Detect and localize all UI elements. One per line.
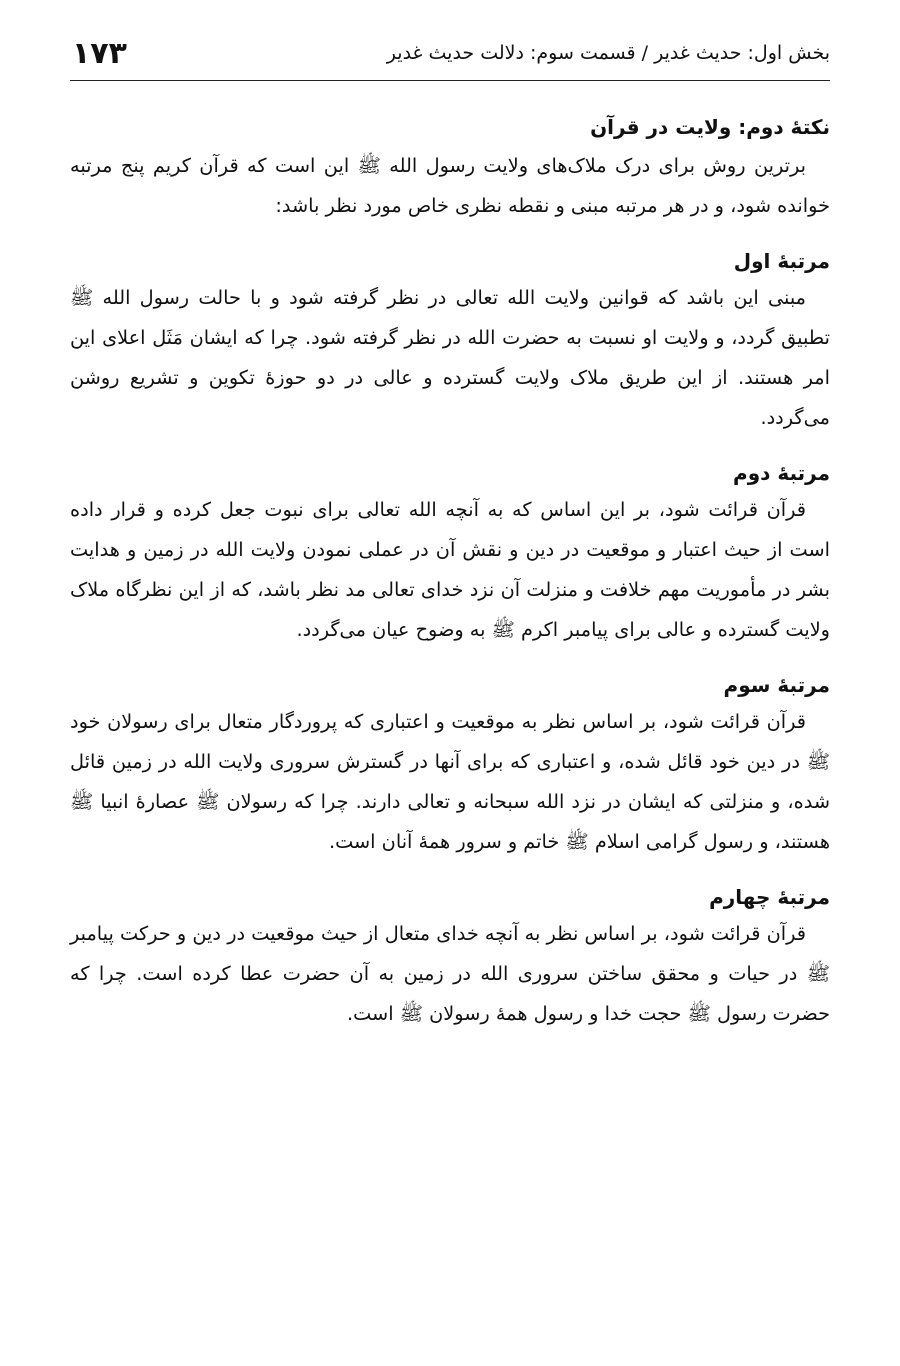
section-note-two — [70, 110, 830, 226]
section-paragraph: مبنی این باشد که قوانین ولایت الله تعالی در نظر گرفته شود و با حالت رسول الله ﷺ تطبیق گردد، و ولایت او نسبت به حضرت الله در نظر گرفته شود. چرا که ایشان مَثَل اعلای این امر هستند. از این طریق ملاک ولایت گسترده و عالی در دو حوزهٔ تکوین و تشریع روشن می‌گردد. — [70, 286, 830, 429]
section-level-four — [70, 880, 830, 1034]
page-body — [70, 110, 830, 1052]
section-heading: مرتبهٔ چهارم — [709, 885, 830, 909]
running-title: بخش اول: حدیث غدیر / قسمت سوم: دلالت حدیث غدیر — [386, 42, 830, 64]
section-heading: مرتبهٔ دوم — [733, 461, 830, 485]
section-heading: مرتبهٔ اول — [733, 249, 830, 273]
section-paragraph: برترین روش برای درک ملاک‌های ولایت رسول الله ﷺ این است که قرآن کریم پنج مرتبه خوانده شود، و در هر مرتبه مبنی و نقطه نظری خاص مورد نظر باشد: — [70, 154, 830, 217]
section-level-one — [70, 244, 830, 438]
section-paragraph: قرآن قرائت شود، بر اساس نظر به آنچه خدای متعال از حیث موقعیت در دین و حرکت پیامبر ﷺ در حیات و محقق ساختن سروری الله در زمین به آن حضرت عطا کرده است. چرا که حضرت رسول ﷺ حجت خدا و رسول همهٔ رسولان ﷺ است. — [70, 922, 830, 1025]
page-header — [70, 30, 830, 81]
section-paragraph: قرآن قرائت شود، بر این اساس که به آنچه الله تعالی برای نبوت جعل کرده و قرار داده است از حیث اعتبار و موقعیت در دین و نقش آن در عملی نمودن ولایت الله در زمین و هدایت بشر در مأموریت مهم خلافت و منزلت آن نزد خدای تعالی مد نظر باشد، که از این نظرگاه ملاک ولایت گسترده و عالی برای پیامبر اکرم ﷺ به وضوح عیان می‌گردد. — [70, 498, 830, 641]
section-paragraph: قرآن قرائت شود، بر اساس نظر به موقعیت و اعتباری که پروردگار متعال برای رسولان خود ﷺ در دین خود قائل شده، و اعتباری که برای آنها در گسترش سروری ولایت الله در زمین قائل شده، و منزلتی که ایشان در نزد الله سبحانه و تعالی دارند. چرا که رسولان ﷺ عصارهٔ انبیا ﷺ هستند، و رسول گرامی اسلام ﷺ خاتم و سرور همهٔ آنان است. — [70, 710, 830, 853]
section-level-two — [70, 456, 830, 650]
section-level-three — [70, 668, 830, 862]
section-heading: مرتبهٔ سوم — [723, 673, 830, 697]
page-number: ۱۷۳ — [72, 36, 127, 71]
section-heading: نکتهٔ دوم: ولایت در قرآن — [590, 115, 830, 139]
